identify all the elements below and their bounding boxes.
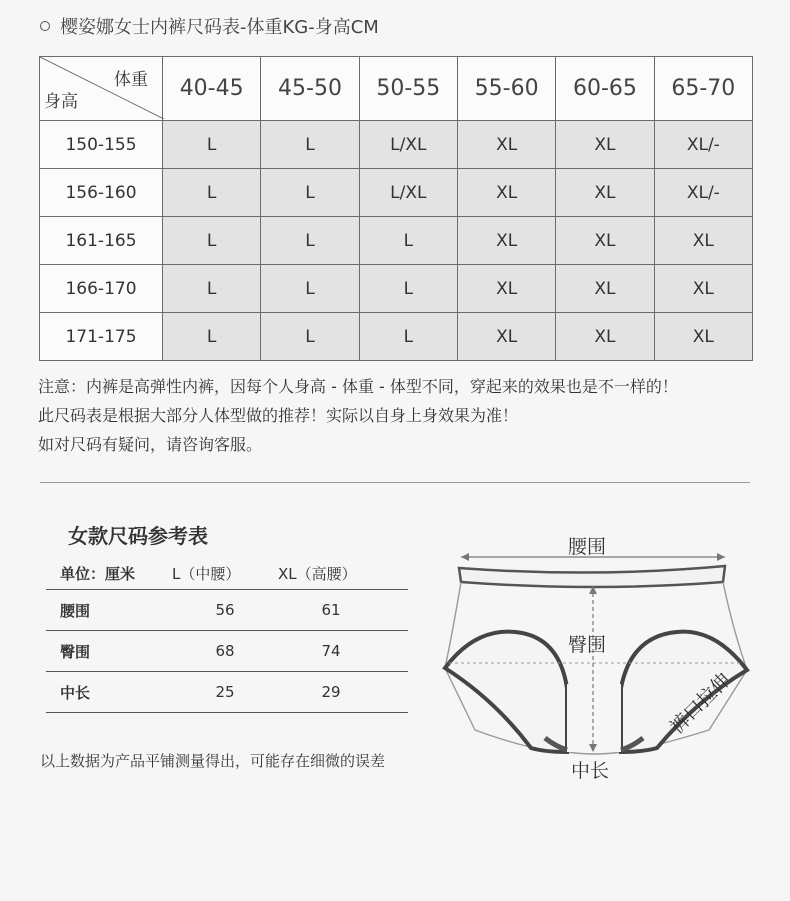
weight-column-header: 40-45 bbox=[163, 57, 261, 121]
measure-label: 腰围 bbox=[60, 601, 91, 620]
size-l-header: L（中腰） bbox=[172, 565, 241, 583]
size-cell: L bbox=[163, 313, 261, 361]
height-cell: 171-175 bbox=[40, 313, 163, 361]
size-cell: L/XL bbox=[359, 121, 457, 169]
size-cell: L bbox=[359, 265, 457, 313]
reference-row bbox=[46, 631, 408, 672]
size-cell: L bbox=[163, 217, 261, 265]
weight-column-header: 55-60 bbox=[457, 57, 555, 121]
size-chart-header-row bbox=[40, 57, 753, 121]
size-chart-row bbox=[40, 169, 753, 217]
size-xl-header: XL（高腰） bbox=[278, 565, 357, 583]
size-cell: XL bbox=[457, 121, 555, 169]
note-line: 此尺码表是根据大部分人体型做的推荐！实际以自身上身效果为准！ bbox=[38, 406, 519, 425]
size-cell: XL bbox=[556, 217, 654, 265]
page-title bbox=[40, 12, 379, 40]
measure-label: 臀围 bbox=[60, 642, 91, 661]
height-cell: 150-155 bbox=[40, 121, 163, 169]
note-line: 如对尺码有疑问，请咨询客服。 bbox=[38, 435, 263, 454]
garment-diagram bbox=[435, 520, 755, 790]
size-cell: L bbox=[163, 169, 261, 217]
size-cell: L bbox=[163, 121, 261, 169]
reference-table bbox=[46, 558, 408, 713]
height-cell: 166-170 bbox=[40, 265, 163, 313]
size-cell: XL bbox=[556, 169, 654, 217]
size-chart-row bbox=[40, 217, 753, 265]
size-cell: XL bbox=[556, 265, 654, 313]
reference-row bbox=[46, 590, 408, 631]
section-divider bbox=[40, 482, 750, 483]
hip-label: 臀围 bbox=[568, 634, 607, 656]
measure-value-xl: 61 bbox=[321, 601, 341, 619]
size-cell: XL bbox=[654, 265, 752, 313]
reference-header-row bbox=[46, 558, 408, 590]
note-line: 注意：内裤是高弹性内裤，因每个人身高 - 体重 - 体型不同，穿起来的效果也是不一样的！ bbox=[38, 377, 678, 396]
size-cell: L bbox=[261, 121, 359, 169]
corner-header-cell bbox=[40, 57, 163, 121]
size-cell: L bbox=[261, 217, 359, 265]
measure-value-xl: 74 bbox=[321, 642, 341, 660]
notes-block bbox=[38, 372, 678, 459]
size-chart-table bbox=[39, 56, 753, 361]
size-cell: XL bbox=[556, 121, 654, 169]
weight-column-header: 65-70 bbox=[654, 57, 752, 121]
reference-table-title: 女款尺码参考表 bbox=[68, 524, 208, 548]
size-cell: L/XL bbox=[359, 169, 457, 217]
size-cell: L bbox=[163, 265, 261, 313]
size-chart-row bbox=[40, 313, 753, 361]
mid-length-label: 中长 bbox=[571, 760, 610, 782]
height-cell: 161-165 bbox=[40, 217, 163, 265]
size-cell: XL bbox=[457, 313, 555, 361]
size-cell: XL bbox=[457, 169, 555, 217]
weight-header-label: 体重 bbox=[114, 70, 148, 90]
size-cell: XL bbox=[457, 217, 555, 265]
weight-column-header: 50-55 bbox=[359, 57, 457, 121]
size-cell: XL bbox=[457, 265, 555, 313]
size-chart-row bbox=[40, 121, 753, 169]
measure-label: 中长 bbox=[60, 683, 91, 702]
size-cell: XL bbox=[556, 313, 654, 361]
size-cell: XL/- bbox=[654, 121, 752, 169]
size-chart-row bbox=[40, 265, 753, 313]
size-cell: L bbox=[359, 217, 457, 265]
size-cell: XL bbox=[654, 313, 752, 361]
bullet-icon bbox=[40, 21, 50, 31]
size-cell: L bbox=[261, 169, 359, 217]
page-title-text: 樱姿娜女士内裤尺码表-体重KG-身高CM bbox=[60, 17, 379, 38]
size-cell: L bbox=[261, 265, 359, 313]
weight-column-header: 60-65 bbox=[556, 57, 654, 121]
size-cell: L bbox=[359, 313, 457, 361]
leg-opening-label: 裤口拉伸 bbox=[665, 669, 736, 739]
measure-value-l: 25 bbox=[215, 683, 235, 701]
measurement-footnote: 以上数据为产品平铺测量得出，可能存在细微的误差 bbox=[40, 752, 386, 770]
weight-column-header: 45-50 bbox=[261, 57, 359, 121]
size-cell: L bbox=[261, 313, 359, 361]
waist-label: 腰围 bbox=[568, 536, 607, 558]
size-cell: XL bbox=[654, 217, 752, 265]
size-cell: XL/- bbox=[654, 169, 752, 217]
height-header-label: 身高 bbox=[44, 92, 78, 112]
measure-value-l: 56 bbox=[215, 601, 235, 619]
reference-row bbox=[46, 672, 408, 713]
measure-value-l: 68 bbox=[215, 642, 235, 660]
unit-header: 单位：厘米 bbox=[60, 565, 136, 583]
measure-value-xl: 29 bbox=[321, 683, 341, 701]
height-cell: 156-160 bbox=[40, 169, 163, 217]
